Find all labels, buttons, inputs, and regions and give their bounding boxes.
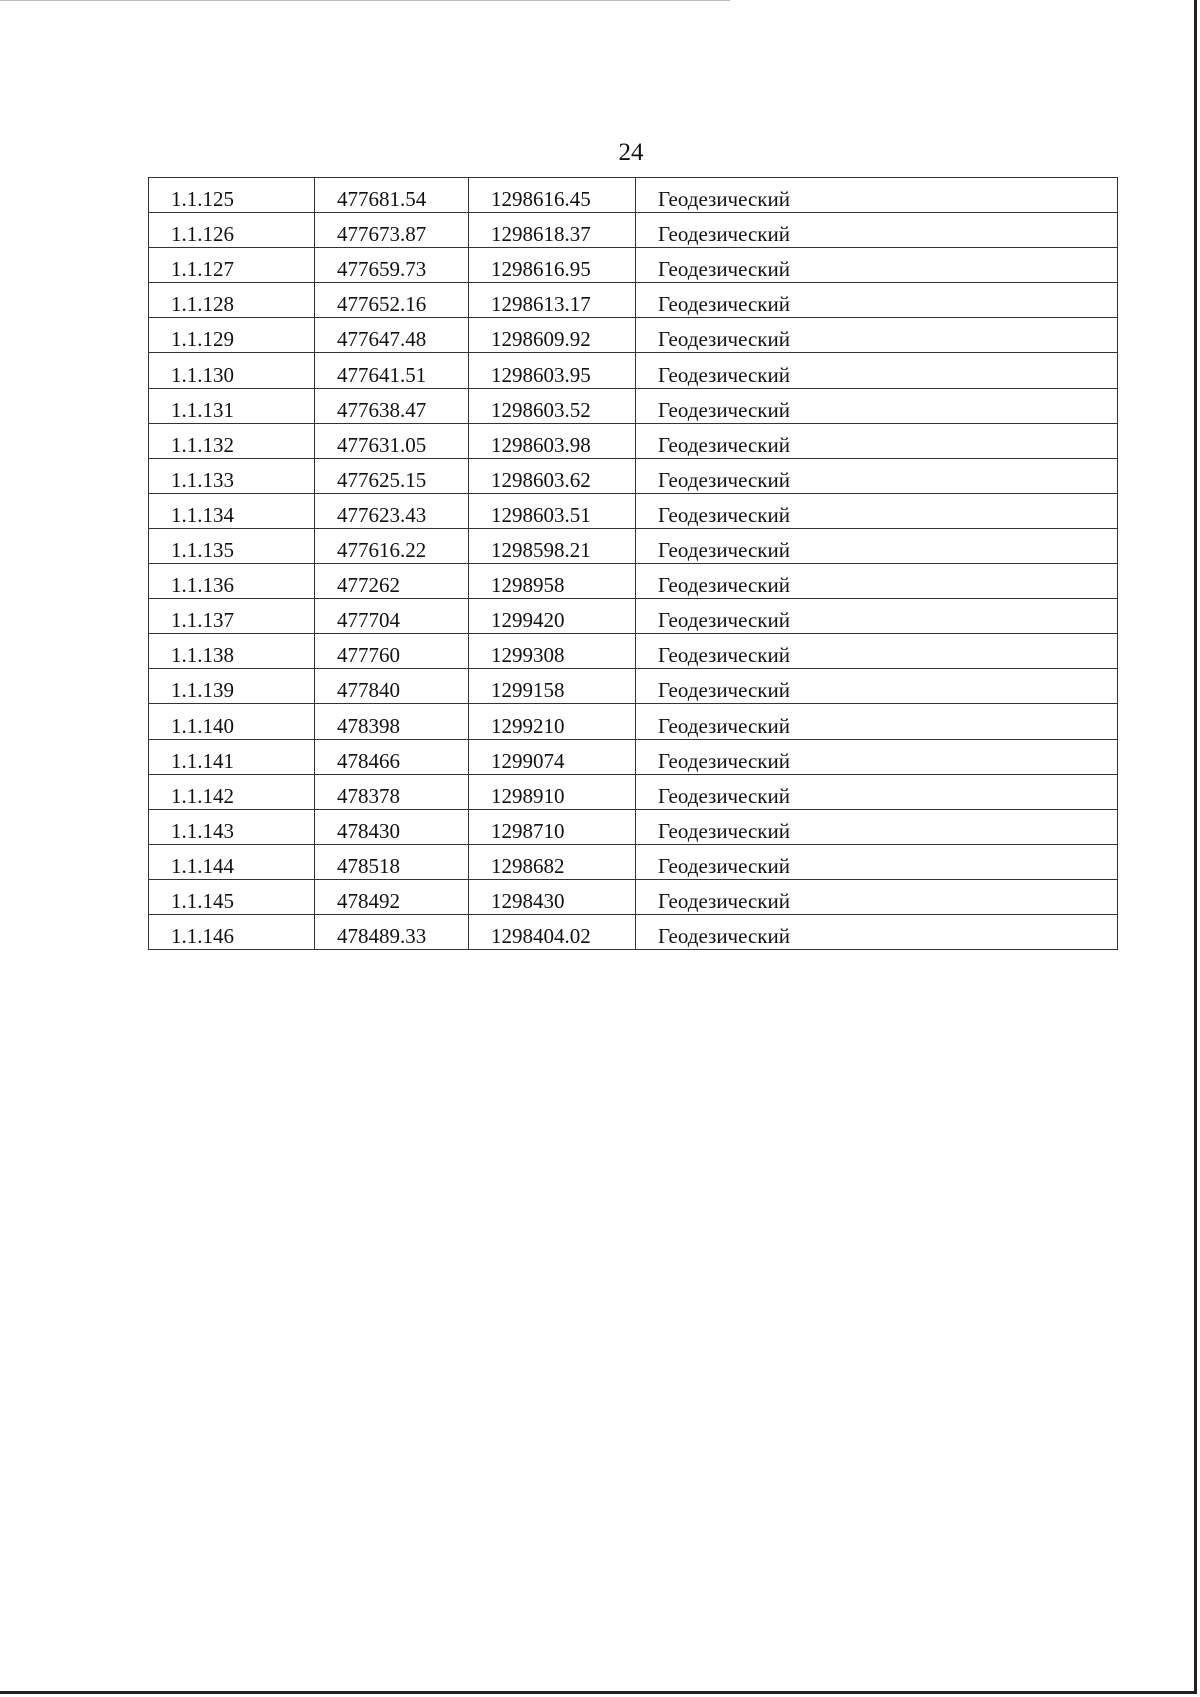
- point-number-cell: 1.1.136: [149, 564, 315, 599]
- scan-top-edge: [0, 0, 730, 1]
- point-number-cell: 1.1.134: [149, 493, 315, 528]
- x-coordinate-cell: 477631.05: [315, 423, 469, 458]
- x-coordinate-cell: 477623.43: [315, 493, 469, 528]
- y-coordinate-cell: 1299074: [469, 739, 636, 774]
- method-cell: Геодезический: [636, 213, 1118, 248]
- table-row: [149, 248, 1118, 283]
- y-coordinate-cell: 1298910: [469, 774, 636, 809]
- point-number-cell: 1.1.125: [149, 178, 315, 213]
- method-cell: Геодезический: [636, 353, 1118, 388]
- point-number-cell: 1.1.140: [149, 704, 315, 739]
- method-cell: Геодезический: [636, 669, 1118, 704]
- x-coordinate-cell: 477647.48: [315, 318, 469, 353]
- x-coordinate-cell: 477262: [315, 564, 469, 599]
- point-number-cell: 1.1.131: [149, 388, 315, 423]
- table-row: [149, 353, 1118, 388]
- point-number-cell: 1.1.144: [149, 844, 315, 879]
- method-cell: Геодезический: [636, 528, 1118, 563]
- point-number-cell: 1.1.138: [149, 634, 315, 669]
- method-cell: Геодезический: [636, 774, 1118, 809]
- table-row: [149, 669, 1118, 704]
- method-cell: Геодезический: [636, 564, 1118, 599]
- y-coordinate-cell: 1298598.21: [469, 528, 636, 563]
- point-number-cell: 1.1.135: [149, 528, 315, 563]
- y-coordinate-cell: 1298710: [469, 809, 636, 844]
- point-number-cell: 1.1.130: [149, 353, 315, 388]
- x-coordinate-cell: 478492: [315, 879, 469, 914]
- table-row: [149, 914, 1118, 949]
- method-cell: Геодезический: [636, 283, 1118, 318]
- x-coordinate-cell: 477641.51: [315, 353, 469, 388]
- method-cell: Геодезический: [636, 423, 1118, 458]
- table-row: [149, 809, 1118, 844]
- y-coordinate-cell: 1298603.52: [469, 388, 636, 423]
- point-number-cell: 1.1.127: [149, 248, 315, 283]
- method-cell: Геодезический: [636, 704, 1118, 739]
- coordinates-table: [148, 177, 1118, 950]
- y-coordinate-cell: 1298603.62: [469, 458, 636, 493]
- x-coordinate-cell: 477673.87: [315, 213, 469, 248]
- y-coordinate-cell: 1299158: [469, 669, 636, 704]
- table-row: [149, 178, 1118, 213]
- y-coordinate-cell: 1298603.98: [469, 423, 636, 458]
- method-cell: Геодезический: [636, 318, 1118, 353]
- method-cell: Геодезический: [636, 178, 1118, 213]
- y-coordinate-cell: 1298616.45: [469, 178, 636, 213]
- x-coordinate-cell: 478378: [315, 774, 469, 809]
- table-row: [149, 213, 1118, 248]
- table-row: [149, 388, 1118, 423]
- y-coordinate-cell: 1298616.95: [469, 248, 636, 283]
- x-coordinate-cell: 478430: [315, 809, 469, 844]
- point-number-cell: 1.1.141: [149, 739, 315, 774]
- method-cell: Геодезический: [636, 739, 1118, 774]
- y-coordinate-cell: 1299308: [469, 634, 636, 669]
- table-row: [149, 704, 1118, 739]
- y-coordinate-cell: 1299210: [469, 704, 636, 739]
- x-coordinate-cell: 477704: [315, 599, 469, 634]
- x-coordinate-cell: 477625.15: [315, 458, 469, 493]
- method-cell: Геодезический: [636, 248, 1118, 283]
- method-cell: Геодезический: [636, 914, 1118, 949]
- y-coordinate-cell: 1298613.17: [469, 283, 636, 318]
- method-cell: Геодезический: [636, 458, 1118, 493]
- x-coordinate-cell: 478466: [315, 739, 469, 774]
- point-number-cell: 1.1.143: [149, 809, 315, 844]
- x-coordinate-cell: 478398: [315, 704, 469, 739]
- table-row: [149, 564, 1118, 599]
- coordinates-table-body: [149, 178, 1118, 950]
- point-number-cell: 1.1.146: [149, 914, 315, 949]
- table-row: [149, 283, 1118, 318]
- x-coordinate-cell: 477659.73: [315, 248, 469, 283]
- table-row: [149, 634, 1118, 669]
- method-cell: Геодезический: [636, 388, 1118, 423]
- x-coordinate-cell: 477760: [315, 634, 469, 669]
- table-row: [149, 528, 1118, 563]
- point-number-cell: 1.1.132: [149, 423, 315, 458]
- y-coordinate-cell: 1298682: [469, 844, 636, 879]
- y-coordinate-cell: 1298603.95: [469, 353, 636, 388]
- page-number: 24: [618, 139, 644, 166]
- table-row: [149, 458, 1118, 493]
- point-number-cell: 1.1.128: [149, 283, 315, 318]
- method-cell: Геодезический: [636, 879, 1118, 914]
- y-coordinate-cell: 1298603.51: [469, 493, 636, 528]
- x-coordinate-cell: 477840: [315, 669, 469, 704]
- y-coordinate-cell: 1298958: [469, 564, 636, 599]
- x-coordinate-cell: 478518: [315, 844, 469, 879]
- table-row: [149, 739, 1118, 774]
- point-number-cell: 1.1.129: [149, 318, 315, 353]
- table-row: [149, 774, 1118, 809]
- y-coordinate-cell: 1298430: [469, 879, 636, 914]
- x-coordinate-cell: 477616.22: [315, 528, 469, 563]
- table-row: [149, 318, 1118, 353]
- table-row: [149, 423, 1118, 458]
- x-coordinate-cell: 477681.54: [315, 178, 469, 213]
- y-coordinate-cell: 1298609.92: [469, 318, 636, 353]
- table-row: [149, 879, 1118, 914]
- y-coordinate-cell: 1298618.37: [469, 213, 636, 248]
- y-coordinate-cell: 1298404.02: [469, 914, 636, 949]
- method-cell: Геодезический: [636, 599, 1118, 634]
- point-number-cell: 1.1.139: [149, 669, 315, 704]
- method-cell: Геодезический: [636, 493, 1118, 528]
- x-coordinate-cell: 477638.47: [315, 388, 469, 423]
- method-cell: Геодезический: [636, 844, 1118, 879]
- y-coordinate-cell: 1299420: [469, 599, 636, 634]
- method-cell: Геодезический: [636, 809, 1118, 844]
- method-cell: Геодезический: [636, 634, 1118, 669]
- table-row: [149, 844, 1118, 879]
- point-number-cell: 1.1.126: [149, 213, 315, 248]
- point-number-cell: 1.1.145: [149, 879, 315, 914]
- x-coordinate-cell: 478489.33: [315, 914, 469, 949]
- table-row: [149, 493, 1118, 528]
- point-number-cell: 1.1.137: [149, 599, 315, 634]
- point-number-cell: 1.1.142: [149, 774, 315, 809]
- x-coordinate-cell: 477652.16: [315, 283, 469, 318]
- point-number-cell: 1.1.133: [149, 458, 315, 493]
- table-row: [149, 599, 1118, 634]
